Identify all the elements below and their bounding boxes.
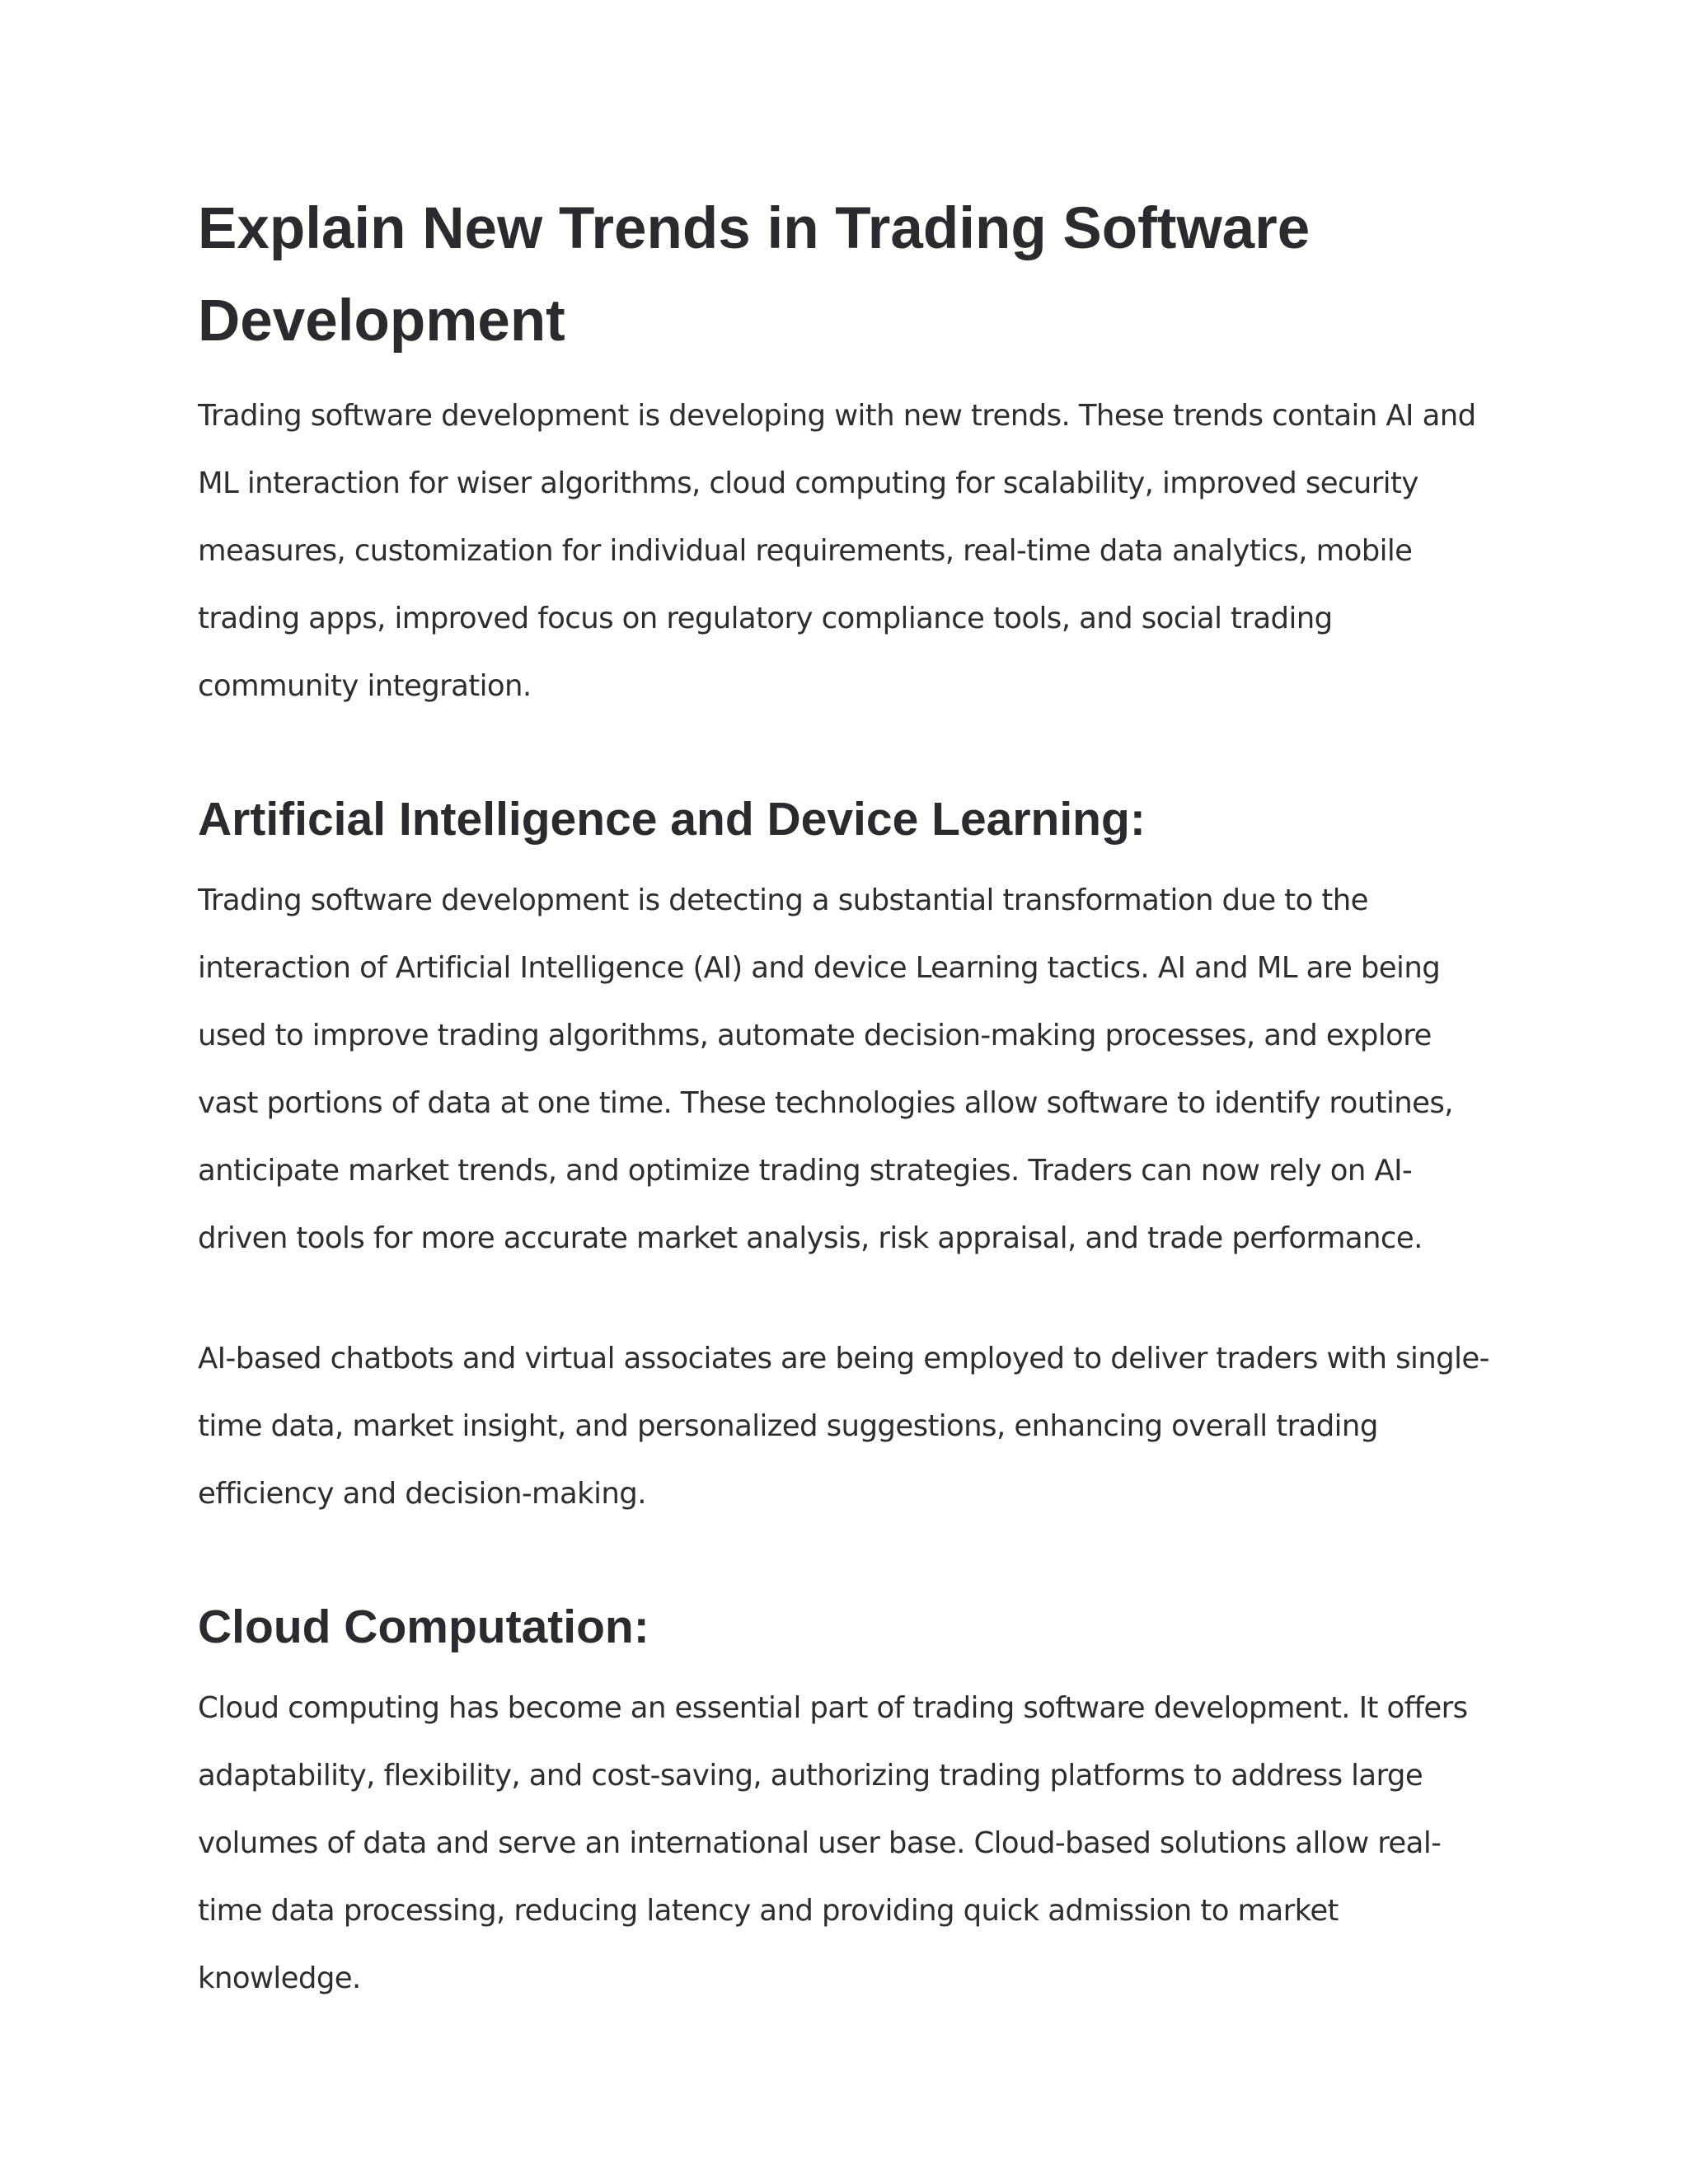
intro-paragraph: Trading software development is developing with new trends. These trends contain AI and ML interaction for wiser algorithms, cloud computing for scalability, improved security measures, customization for individual requirements, real-time data analytics, mobile trading apps, improved focus on regulatory compliance tools, and social trading community integration. bbox=[198, 399, 1476, 703]
section-paragraph: Cloud computing has become an essential part of trading software development. It offers adaptability, flexibility, and cost-saving, authorizing trading platforms to address large volumes of data and serve an international user base. Cloud-based solutions allow real-time data processing, reducing latency and providing quick admission to market knowledge. bbox=[198, 1691, 1468, 1995]
section-cloud bbox=[198, 1594, 1500, 2013]
section-heading: Cloud Computation: bbox=[198, 1601, 649, 1653]
section-heading: Artificial Intelligence and Device Learning: bbox=[198, 793, 1146, 846]
document-page bbox=[198, 183, 1500, 2013]
section-paragraph: AI-based chatbots and virtual associates are being employed to deliver traders with single-time data, market insight, and personalized suggestions, enhancing overall trading efficiency and decision-making. bbox=[198, 1342, 1489, 1511]
document-title: Explain New Trends in Trading Software Development bbox=[198, 196, 1311, 354]
section-paragraph: Trading software development is detecting a substantial transformation due to the interaction of Artificial Intelligence (AI) and device Learning tactics. AI and ML are being used to improve trading algorithms, automate decision-making processes, and explore vast portions of data at one time. These technologies allow software to identify routines, anticipate market trends, and optimize trading strategies. Traders can now rely on AI-driven tools for more accurate market analysis, risk appraisal, and trade performance. bbox=[198, 883, 1453, 1255]
section-ai-ml bbox=[198, 786, 1500, 1528]
